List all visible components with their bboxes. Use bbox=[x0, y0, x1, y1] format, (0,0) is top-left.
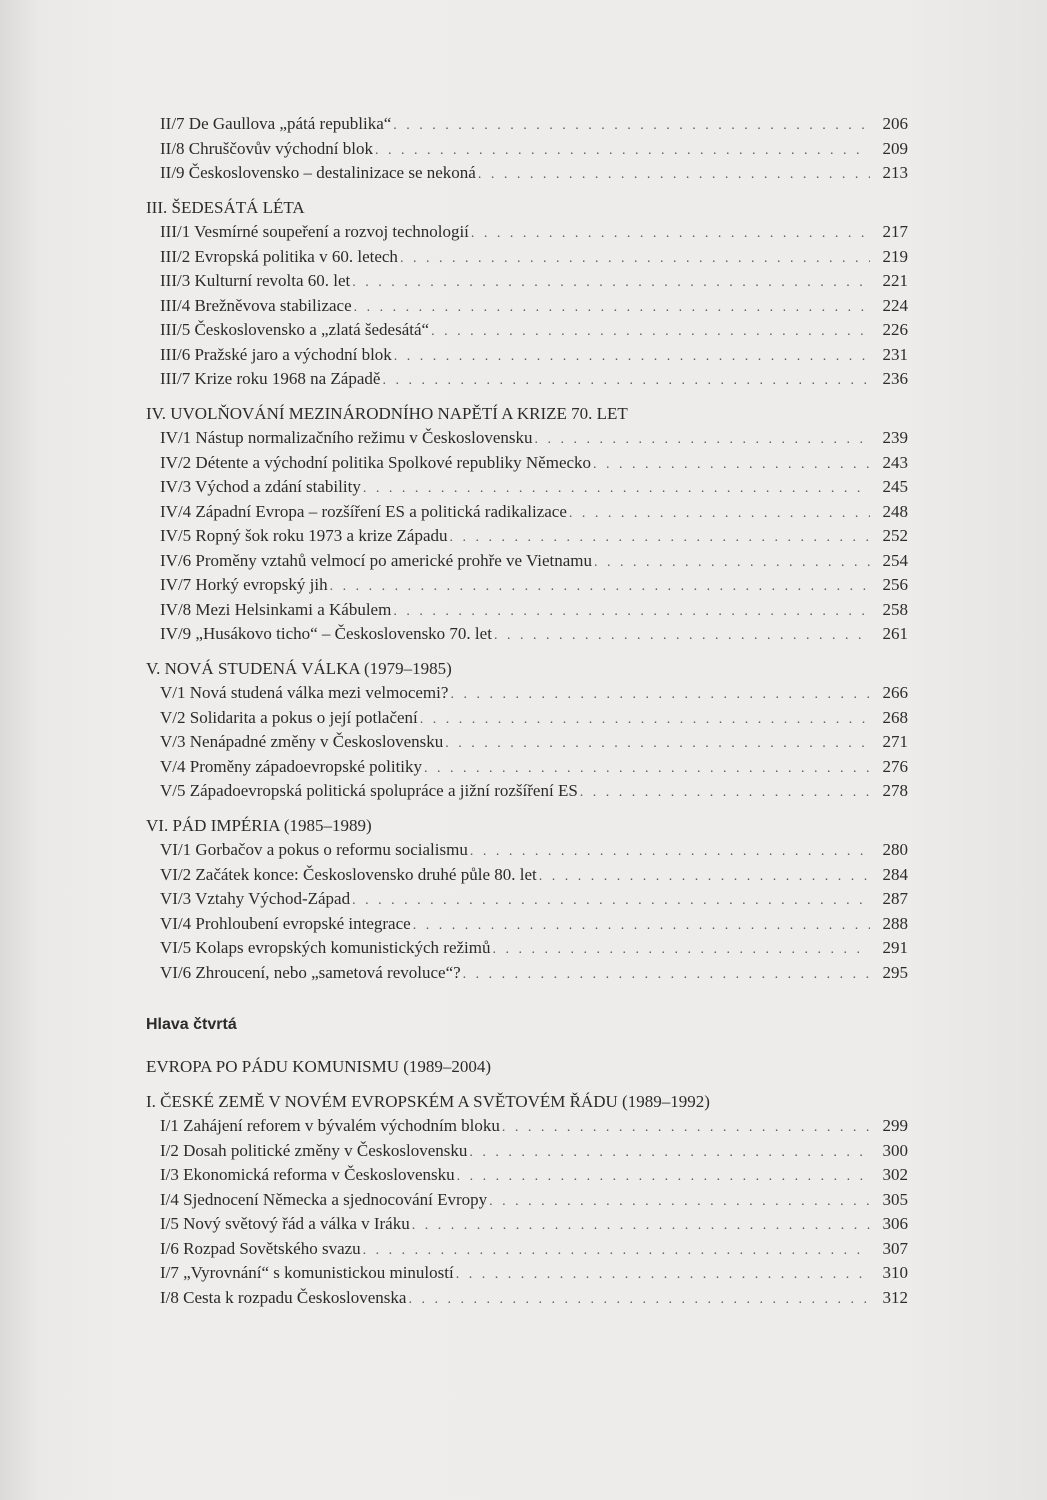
dot-leader bbox=[470, 840, 870, 865]
toc-entry[interactable] bbox=[146, 863, 908, 888]
page-number: 231 bbox=[882, 344, 908, 364]
table-of-contents bbox=[146, 112, 908, 1320]
toc-entry[interactable] bbox=[146, 245, 908, 270]
entry-title: I/7 „Vyrovnání“ s komunistickou minulostí bbox=[160, 1263, 454, 1282]
page-number: 221 bbox=[882, 271, 908, 290]
page-number: 305 bbox=[882, 1189, 908, 1209]
entry-title: IV/4 Západní Evropa – rozšíření ES a politická radikalizace bbox=[160, 501, 567, 521]
dot-leader bbox=[539, 865, 870, 890]
toc-entry[interactable] bbox=[146, 887, 908, 912]
entry-title: IV/7 Horký evropský jih bbox=[160, 575, 328, 594]
page-number: 252 bbox=[882, 526, 908, 545]
page-number: 299 bbox=[882, 1116, 908, 1135]
page-number: 295 bbox=[882, 962, 908, 982]
toc-group bbox=[146, 196, 908, 392]
entry-title: III/3 Kulturní revolta 60. let bbox=[160, 271, 351, 290]
page-number: 236 bbox=[882, 369, 908, 388]
entry-title: III/4 Brežněvova stabilizace bbox=[160, 295, 352, 315]
page-number: 312 bbox=[882, 1287, 908, 1307]
entry-title: III/7 Krize roku 1968 na Západě bbox=[160, 369, 381, 388]
dot-leader bbox=[352, 271, 870, 296]
page-number: 306 bbox=[882, 1214, 908, 1233]
toc-entry[interactable] bbox=[146, 961, 908, 986]
dot-leader bbox=[431, 320, 870, 345]
toc-entry[interactable] bbox=[146, 1114, 908, 1139]
entry-title: IV/3 Východ a zdání stability bbox=[160, 477, 361, 496]
dot-leader bbox=[494, 624, 870, 649]
toc-entry[interactable] bbox=[146, 112, 908, 137]
entry-title: V/4 Proměny západoevropské politiky bbox=[160, 756, 423, 776]
entry-title: IV/5 Ropný šok roku 1973 a krize Západu bbox=[160, 526, 448, 545]
entry-title: V/1 Nová studená válka mezi velmocemi? bbox=[160, 683, 449, 702]
page-number: 310 bbox=[882, 1263, 908, 1282]
dot-leader bbox=[489, 1190, 870, 1215]
entry-title: I/3 Ekonomická reforma v Československu bbox=[160, 1165, 455, 1184]
toc-entry[interactable] bbox=[146, 161, 908, 186]
page-number: 217 bbox=[882, 222, 908, 241]
page-number: 266 bbox=[882, 683, 908, 702]
page-number: 243 bbox=[882, 452, 908, 472]
page-number: 224 bbox=[882, 295, 908, 315]
dot-leader bbox=[393, 600, 870, 625]
dot-leader bbox=[382, 369, 870, 394]
dot-leader bbox=[580, 781, 870, 806]
toc-group bbox=[146, 402, 908, 647]
toc-entry[interactable] bbox=[146, 549, 908, 574]
toc-entry[interactable] bbox=[146, 730, 908, 755]
dot-leader bbox=[363, 477, 870, 502]
entry-title: II/9 Československo – destalinizace se nekoná bbox=[160, 163, 476, 182]
entry-title: III/2 Evropská politika v 60. letech bbox=[160, 246, 398, 266]
page-number: 256 bbox=[882, 575, 908, 594]
section-heading: IV. UVOLŇOVÁNÍ MEZINÁRODNÍHO NAPĚTÍ A KRIZE 70. LET bbox=[146, 403, 628, 423]
page-number: 239 bbox=[882, 428, 908, 447]
toc-entry[interactable] bbox=[146, 367, 908, 392]
page-number: 245 bbox=[882, 477, 908, 496]
toc-group bbox=[146, 1090, 908, 1311]
dot-leader bbox=[424, 757, 870, 782]
dot-leader bbox=[445, 732, 870, 757]
entry-title: III/1 Vesmírné soupeření a rozvoj technologií bbox=[160, 222, 469, 241]
dot-leader bbox=[471, 222, 870, 247]
toc-entry[interactable] bbox=[146, 451, 908, 476]
dot-leader bbox=[394, 345, 870, 370]
dot-leader bbox=[469, 1141, 870, 1166]
page-number: 261 bbox=[882, 624, 908, 643]
toc-entry[interactable] bbox=[146, 706, 908, 731]
page-number: 258 bbox=[882, 599, 908, 619]
toc-entry[interactable] bbox=[146, 573, 908, 598]
entry-title: I/4 Sjednocení Německa a sjednocování Evropy bbox=[160, 1189, 488, 1209]
dot-leader bbox=[450, 526, 870, 551]
chapter-label: Hlava čtvrtá bbox=[146, 1016, 237, 1033]
entry-title: IV/8 Mezi Helsinkami a Kábulem bbox=[160, 599, 392, 619]
toc-entry[interactable] bbox=[146, 622, 908, 647]
entry-title: I/2 Dosah politické změny v Československu bbox=[160, 1140, 468, 1160]
page-number: 206 bbox=[882, 114, 908, 133]
entry-title: V/2 Solidarita a pokus o její potlačení bbox=[160, 707, 418, 727]
entry-title: V/5 Západoevropská politická spolupráce a jižní rozšíření ES bbox=[160, 781, 578, 800]
toc-group bbox=[146, 814, 908, 986]
page-number: 268 bbox=[882, 707, 908, 727]
page-number: 213 bbox=[882, 163, 908, 182]
toc-entry[interactable] bbox=[146, 524, 908, 549]
entry-title: VI/5 Kolaps evropských komunistických režimů bbox=[160, 938, 491, 957]
toc-entry[interactable] bbox=[146, 343, 908, 368]
entry-title: VI/3 Vztahy Východ-Západ bbox=[160, 889, 351, 908]
entry-title: I/8 Cesta k rozpadu Československa bbox=[160, 1287, 407, 1307]
section-heading: III. ŠEDESÁTÁ LÉTA bbox=[146, 197, 305, 217]
page-number: 287 bbox=[882, 889, 908, 908]
toc-entry[interactable] bbox=[146, 137, 908, 162]
toc-entry[interactable] bbox=[146, 1188, 908, 1213]
toc-group bbox=[146, 112, 908, 186]
page-number: 284 bbox=[882, 864, 908, 884]
page-number: 209 bbox=[882, 138, 908, 158]
dot-leader bbox=[363, 1239, 870, 1264]
section-heading: V. NOVÁ STUDENÁ VÁLKA (1979–1985) bbox=[146, 658, 452, 678]
dot-leader bbox=[420, 708, 870, 733]
dot-leader bbox=[463, 963, 870, 988]
part-title: EVROPA PO PÁDU KOMUNISMU (1989–2004) bbox=[146, 1057, 492, 1076]
entry-title: VI/2 Začátek konce: Československo druhé půle 80. let bbox=[160, 864, 537, 884]
toc-entry[interactable] bbox=[146, 1139, 908, 1164]
page-number: 219 bbox=[882, 246, 908, 266]
dot-leader bbox=[412, 1214, 870, 1239]
entry-title: I/5 Nový světový řád a válka v Iráku bbox=[160, 1214, 410, 1233]
toc-entry[interactable] bbox=[146, 1237, 908, 1262]
toc-entry[interactable] bbox=[146, 912, 908, 937]
page-number: 300 bbox=[882, 1140, 908, 1160]
entry-title: VI/6 Zhroucení, nebo „sametová revoluce“? bbox=[160, 962, 461, 982]
toc-entry[interactable] bbox=[146, 426, 908, 451]
page-number: 254 bbox=[882, 550, 908, 570]
toc-entry[interactable] bbox=[146, 838, 908, 863]
dot-leader bbox=[400, 247, 870, 272]
toc-entry[interactable] bbox=[146, 220, 908, 245]
toc-entry[interactable] bbox=[146, 1286, 908, 1311]
entry-title: II/8 Chruščovův východní blok bbox=[160, 138, 373, 158]
section-heading: VI. PÁD IMPÉRIA (1985–1989) bbox=[146, 815, 372, 835]
entry-title: IV/2 Détente a východní politika Spolkové republiky Německo bbox=[160, 452, 592, 472]
dot-leader bbox=[330, 575, 870, 600]
dot-leader bbox=[569, 502, 870, 527]
entry-title: IV/6 Proměny vztahů velmocí po americké prohře ve Vietnamu bbox=[160, 550, 593, 570]
dot-leader bbox=[408, 1288, 870, 1313]
dot-leader bbox=[535, 428, 870, 453]
dot-leader bbox=[354, 296, 870, 321]
page-number: 280 bbox=[882, 840, 908, 859]
toc-entry[interactable] bbox=[146, 936, 908, 961]
entry-title: VI/1 Gorbačov a pokus o reformu socialismu bbox=[160, 840, 468, 859]
toc-entry[interactable] bbox=[146, 1163, 908, 1188]
page-number: 278 bbox=[882, 781, 908, 800]
toc-sections-part-three bbox=[146, 112, 908, 985]
toc-entry[interactable] bbox=[146, 755, 908, 780]
page-number: 291 bbox=[882, 938, 908, 957]
toc-entry[interactable] bbox=[146, 500, 908, 525]
section-heading: I. ČESKÉ ZEMĚ V NOVÉM EVROPSKÉM A SVĚTOVÉM ŘÁDU (1989–1992) bbox=[146, 1091, 710, 1111]
page-number: 271 bbox=[882, 732, 908, 751]
dot-leader bbox=[502, 1116, 870, 1141]
dot-leader bbox=[393, 114, 870, 139]
dot-leader bbox=[457, 1165, 870, 1190]
page-number: 288 bbox=[882, 913, 908, 933]
entry-title: V/3 Nenápadné změny v Československu bbox=[160, 732, 444, 751]
entry-title: VI/4 Prohloubení evropské integrace bbox=[160, 913, 411, 933]
toc-entry[interactable] bbox=[146, 779, 908, 804]
dot-leader bbox=[413, 914, 870, 939]
toc-entry[interactable] bbox=[146, 598, 908, 623]
toc-entry[interactable] bbox=[146, 269, 908, 294]
entry-title: III/5 Československo a „zlatá šedesátá“ bbox=[160, 320, 430, 339]
page-number: 276 bbox=[882, 756, 908, 776]
entry-title: IV/9 „Husákovo ticho“ – Československo 70. let bbox=[160, 624, 492, 643]
page-number: 226 bbox=[882, 320, 908, 339]
toc-entry[interactable] bbox=[146, 318, 908, 343]
entry-title: I/1 Zahájení reforem v bývalém východním bloku bbox=[160, 1116, 500, 1135]
toc-group bbox=[146, 657, 908, 804]
dot-leader bbox=[593, 453, 870, 478]
dot-leader bbox=[456, 1263, 870, 1288]
dot-leader bbox=[450, 683, 870, 708]
entry-title: I/6 Rozpad Sovětského svazu bbox=[160, 1238, 361, 1258]
entry-title: II/7 De Gaullova „pátá republika“ bbox=[160, 114, 392, 133]
dot-leader bbox=[478, 163, 870, 188]
toc-section-part-four bbox=[146, 1090, 908, 1311]
toc-entry[interactable] bbox=[146, 475, 908, 500]
page-number: 248 bbox=[882, 501, 908, 521]
dot-leader bbox=[375, 139, 870, 164]
entry-title: III/6 Pražské jaro a východní blok bbox=[160, 344, 392, 364]
toc-entry[interactable] bbox=[146, 1212, 908, 1237]
dot-leader bbox=[352, 889, 870, 914]
page-number: 302 bbox=[882, 1165, 908, 1184]
toc-entry[interactable] bbox=[146, 681, 908, 706]
dot-leader bbox=[493, 938, 871, 963]
toc-entry[interactable] bbox=[146, 294, 908, 319]
dot-leader bbox=[594, 551, 870, 576]
toc-entry[interactable] bbox=[146, 1261, 908, 1286]
page-number: 307 bbox=[882, 1238, 908, 1258]
entry-title: IV/1 Nástup normalizačního režimu v Československu bbox=[160, 428, 533, 447]
